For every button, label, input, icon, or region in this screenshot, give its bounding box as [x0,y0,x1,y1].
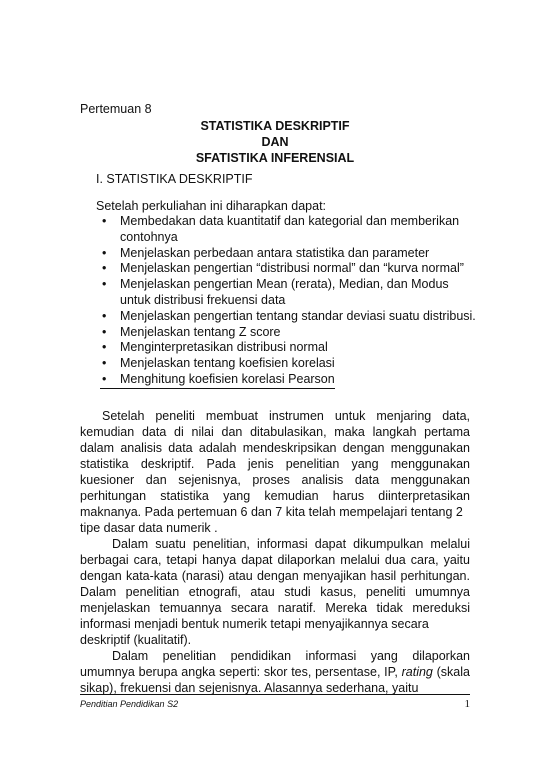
body-text [80,408,470,696]
objective-item: • Menjelaskan pengertian tentang standar deviasi suatu distribusi. [100,309,480,325]
objective-item: • Menjelaskan tentang Z score [100,325,480,341]
meeting-label: Pertemuan 8 [80,102,152,116]
title-line-1: STATISTIKA DESKRIPTIF [200,119,350,133]
paragraph-1-last-line: tipe dasar data numerik . [80,521,218,535]
objective-item: • Menjelaskan tentang koefisien korelasi [100,356,480,372]
paragraph-3-text-a: Dalam penelitian pendidikan informasi yang dilaporkan umumnya berupa angka seperti: skor tes, persentase, IP, [80,649,470,679]
footer-divider [80,694,470,695]
section-heading: I. STATISTIKA DESKRIPTIF [96,172,253,186]
paragraph-1: Setelah peneliti membuat instrumen untuk menjaring data, kemudian data di nilai dan ditabulasikan, maka langkah pertama dalam analisis data adalah mendeskripsikan dengan menggunakan statistika deskriptif. Pada jenis penelitian yang menggunakan kuesioner dan sejenisnya, proses analisis data menggunakan perhitungan statistika yang kemudian harus diinterpretasikan maknanya. Pada pertemuan 6 dan 7 kita telah mempelajari tentang 2 [80,409,470,519]
objective-item: • Menjelaskan pengertian Mean (rerata), Median, dan Modus untuk distribusi frekuensi data [100,277,480,309]
paragraph-2: Dalam suatu penelitian, informasi dapat dikumpulkan melalui berbagai cara, tetapi hanya dapat dilaporkan melalui dua cara, yaitu dengan kata-kata (narasi) atau dengan menyajikan hasil perhitungan. Dalam penelitian etnografi, atau studi kasus, peneliti umumnya menjelaskan temuannya secara naratif. Mereka tidak mereduksi informasi menjadi bentuk numerik tetapi menyajikannya secara [80,537,470,631]
rating-term: rating [401,665,433,679]
paragraph-3-text-b: (skala sikap), frekuensi dan sejenisnya. Alasannya sederhana, yaitu [80,665,470,695]
page-number: 1 [464,698,470,710]
objective-item: • Membedakan data kuantitatif dan kategorial dan memberikan contohnya [100,214,480,246]
document-title [80,118,470,166]
objective-item: • Menjelaskan perbedaan antara statistika dan parameter [100,246,480,262]
objectives-list [100,214,480,389]
title-line-3: SFATISTIKA INFERENSIAL [195,151,355,165]
title-line-2: DAN [261,135,289,149]
footer-text: Penditian Pendidikan S2 [80,699,179,709]
paragraph-2-last-line: deskriptif (kualitatif). [80,633,192,647]
paragraph-3 [80,648,470,696]
objective-item: • Menginterpretasikan distribusi normal [100,340,480,356]
objective-item: • Menjelaskan pengertian “distribusi normal” dan “kurva normal” [100,261,480,277]
objectives-intro: Setelah perkuliahan ini diharapkan dapat: [96,199,327,213]
objective-item: • Menghitung koefisien korelasi Pearson [100,372,335,389]
